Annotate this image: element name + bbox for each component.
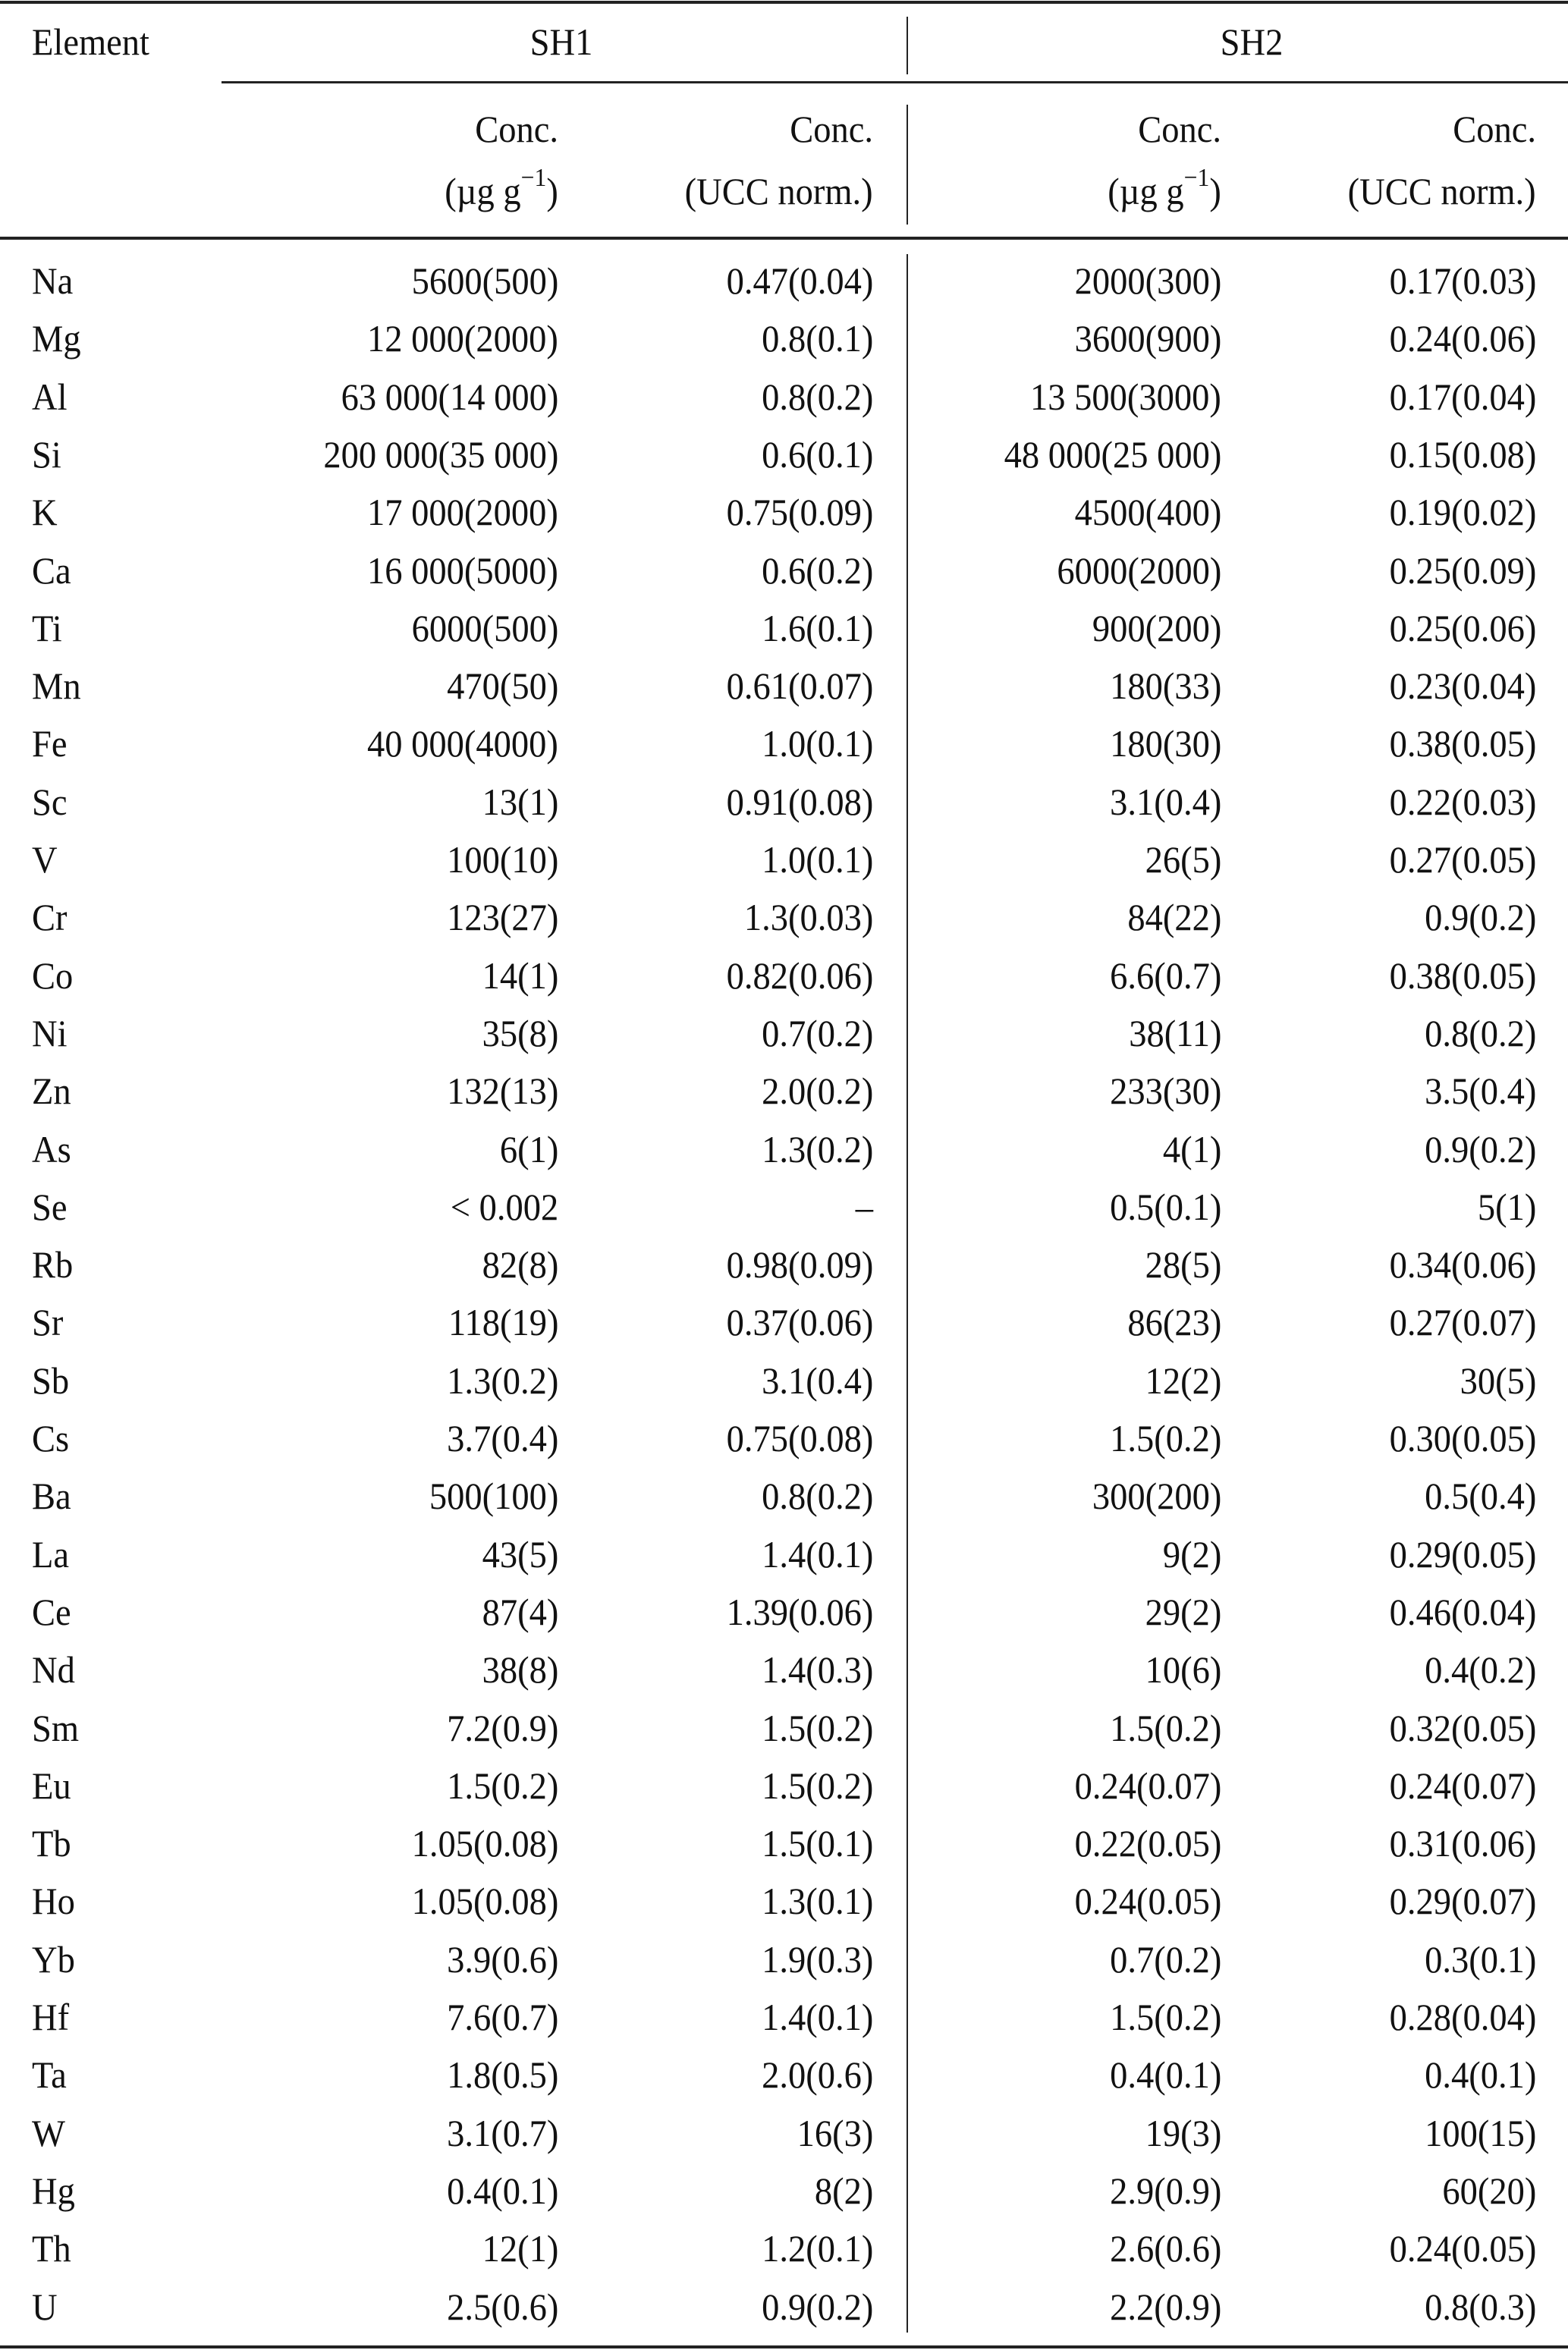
cell-element: Sc: [32, 780, 68, 823]
cell-element: Fe: [32, 722, 68, 765]
cell-sh2-ucc: 0.38(0.05): [1389, 722, 1536, 765]
cell-sh1-conc: 3.1(0.7): [446, 2111, 558, 2154]
cell-sh2-ucc: 0.46(0.04): [1389, 1590, 1536, 1633]
cell-sh1-conc: 0.4(0.1): [446, 2169, 558, 2212]
cell-sh2-conc: 4500(400): [1074, 491, 1221, 534]
cell-sh2-ucc: 0.8(0.3): [1424, 2285, 1536, 2328]
cell-sh2-conc: 0.24(0.07): [1074, 1764, 1221, 1807]
cell-sh2-ucc: 0.3(0.1): [1424, 1937, 1536, 1981]
cell-sh2-ucc: 100(15): [1424, 2111, 1536, 2154]
cell-sh2-conc: 6000(2000): [1057, 548, 1221, 592]
cell-sh1-ucc: 1.0(0.1): [761, 722, 873, 765]
cell-sh1-ucc: 1.3(0.1): [761, 1880, 873, 1923]
cell-element: Co: [32, 954, 74, 997]
cell-element: Hf: [32, 1996, 70, 2038]
cell-sh2-conc: 3.1(0.4): [1109, 780, 1221, 823]
cell-sh1-conc: 2.5(0.6): [446, 2285, 558, 2328]
cell-sh1-ucc: 1.5(0.2): [761, 1706, 873, 1749]
cell-sh2-ucc: 0.29(0.05): [1389, 1532, 1536, 1576]
cell-sh1-conc: 13(1): [482, 780, 558, 823]
cell-element: Nd: [32, 1648, 75, 1692]
cell-sh1-ucc: 0.6(0.2): [761, 548, 873, 592]
cell-sh1-conc: 12(1): [482, 2227, 558, 2270]
cell-element: Tb: [32, 1822, 71, 1865]
cell-sh1-conc: 7.6(0.7): [446, 1996, 558, 2038]
cell-sh2-conc: 13 500(3000): [1030, 375, 1221, 418]
cell-sh1-ucc: 1.4(0.1): [761, 1532, 873, 1576]
cell-sh1-ucc: 1.5(0.1): [761, 1822, 873, 1865]
cell-sh2-conc: 900(200): [1092, 606, 1221, 649]
cell-sh1-ucc: 0.8(0.1): [761, 317, 873, 360]
cell-sh1-conc: 100(10): [446, 838, 558, 881]
top-rule: [0, 1, 1568, 4]
cell-sh1-conc: 500(100): [429, 1475, 558, 1518]
cell-element: Al: [32, 375, 68, 418]
cell-element: W: [32, 2111, 65, 2154]
cell-sh2-ucc: 3.5(0.4): [1424, 1070, 1536, 1113]
header-element: Element: [32, 20, 149, 63]
cell-sh1-conc: 14(1): [482, 954, 558, 997]
cell-sh1-ucc: 0.47(0.04): [726, 259, 873, 302]
cell-sh2-conc: 0.7(0.2): [1109, 1937, 1221, 1981]
cell-sh2-ucc: 0.8(0.2): [1424, 1011, 1536, 1054]
cell-sh2-conc: 9(2): [1162, 1532, 1221, 1576]
cell-sh2-ucc: 30(5): [1460, 1359, 1536, 1402]
cell-sh1-ucc: 1.6(0.1): [761, 606, 873, 649]
cell-sh2-conc: 26(5): [1145, 838, 1221, 881]
cell-sh2-ucc: 0.27(0.05): [1389, 838, 1536, 881]
cell-sh1-conc: 123(27): [446, 896, 558, 939]
cell-sh2-ucc: 0.27(0.07): [1389, 1301, 1536, 1344]
group-rule: [222, 81, 1568, 83]
subheader-sh2-conc-line2: (µg $g^{-1}$): [1108, 164, 1221, 212]
subheader-sh2-conc-line1: Conc.: [1138, 108, 1221, 150]
cell-sh2-ucc: 0.32(0.05): [1389, 1706, 1536, 1749]
cell-element: Ta: [32, 2053, 67, 2097]
cell-sh2-ucc: 0.9(0.2): [1424, 1127, 1536, 1170]
subheader-sh1-ucc-line2: (UCC norm.): [685, 170, 873, 212]
cell-sh2-conc: 12(2): [1145, 1359, 1221, 1402]
cell-sh2-conc: 86(23): [1127, 1301, 1221, 1344]
cell-sh1-ucc: 0.7(0.2): [761, 1011, 873, 1054]
cell-element: Cs: [32, 1417, 70, 1459]
subheader-sh1-conc-line1: Conc.: [475, 108, 558, 150]
cell-sh1-ucc: 1.2(0.1): [761, 2227, 873, 2270]
cell-element: Th: [32, 2227, 71, 2270]
subheader-sh1-ucc-line1: Conc.: [790, 108, 873, 150]
cell-sh1-ucc: 1.3(0.03): [743, 896, 873, 939]
cell-sh1-ucc: 0.8(0.2): [761, 375, 873, 418]
cell-sh1-conc: 3.9(0.6): [446, 1937, 558, 1981]
cell-sh1-conc: 6000(500): [411, 606, 558, 649]
cell-sh1-ucc: 0.75(0.08): [726, 1417, 873, 1459]
cell-sh2-ucc: 5(1): [1477, 1185, 1536, 1228]
cell-sh2-conc: 2.6(0.6): [1109, 2227, 1221, 2270]
cell-element: Ho: [32, 1880, 75, 1923]
cell-element: Ce: [32, 1590, 71, 1633]
cell-sh2-ucc: 0.38(0.05): [1389, 954, 1536, 997]
cell-element: As: [32, 1127, 71, 1170]
cell-sh2-ucc: 0.24(0.07): [1389, 1764, 1536, 1807]
cell-element: Sb: [32, 1359, 70, 1402]
cell-sh2-ucc: 0.31(0.06): [1389, 1822, 1536, 1865]
cell-element: Ni: [32, 1011, 68, 1054]
cell-sh1-conc: 200 000(35 000): [323, 432, 558, 476]
cell-sh1-ucc: 1.0(0.1): [761, 838, 873, 881]
cell-sh1-conc: 1.3(0.2): [446, 1359, 558, 1402]
cell-sh2-ucc: 0.25(0.09): [1389, 548, 1536, 592]
cell-sh2-conc: 2.2(0.9): [1109, 2285, 1221, 2328]
cell-sh2-conc: 48 000(25 000): [1004, 432, 1221, 476]
cell-element: Ca: [32, 548, 71, 592]
cell-sh2-conc: 0.22(0.05): [1074, 1822, 1221, 1865]
cell-sh2-ucc: 0.28(0.04): [1389, 1996, 1536, 2038]
header-bottom-rule: [0, 237, 1568, 240]
header-divider: [907, 17, 908, 74]
cell-sh1-ucc: –: [855, 1185, 873, 1228]
cell-sh2-conc: 1.5(0.2): [1109, 1706, 1221, 1749]
cell-sh1-ucc: 0.98(0.09): [726, 1243, 873, 1287]
cell-sh1-conc: 3.7(0.4): [446, 1417, 558, 1459]
cell-sh1-ucc: 0.6(0.1): [761, 432, 873, 476]
cell-sh1-ucc: 1.4(0.1): [761, 1996, 873, 2038]
subheader-divider: [907, 105, 908, 225]
cell-sh1-ucc: 0.91(0.08): [726, 780, 873, 823]
cell-element: Mg: [32, 317, 81, 360]
cell-element: Cr: [32, 896, 68, 939]
cell-sh1-ucc: 2.0(0.2): [761, 1070, 873, 1113]
cell-sh2-conc: 4(1): [1162, 1127, 1221, 1170]
cell-sh2-ucc: 0.34(0.06): [1389, 1243, 1536, 1287]
cell-element: Rb: [32, 1243, 74, 1287]
cell-sh1-ucc: 1.3(0.2): [761, 1127, 873, 1170]
cell-sh1-conc: 16 000(5000): [367, 548, 558, 592]
cell-sh1-conc: 82(8): [482, 1243, 558, 1287]
cell-sh2-conc: 19(3): [1145, 2111, 1221, 2154]
cell-sh2-conc: 1.5(0.2): [1109, 1996, 1221, 2038]
cell-element: Hg: [32, 2169, 75, 2212]
cell-sh2-ucc: 0.17(0.04): [1389, 375, 1536, 418]
cell-sh1-ucc: 0.82(0.06): [726, 954, 873, 997]
cell-sh2-ucc: 0.17(0.03): [1389, 259, 1536, 302]
cell-sh1-ucc: 1.9(0.3): [761, 1937, 873, 1981]
cell-element: V: [32, 838, 58, 881]
cell-sh2-conc: 180(33): [1109, 664, 1221, 708]
cell-element: Ba: [32, 1475, 71, 1518]
subheader-sh1-conc-line2: (µg $g^{-1}$): [445, 164, 558, 212]
cell-element: Si: [32, 432, 61, 476]
cell-sh2-conc: 10(6): [1145, 1648, 1221, 1692]
cell-sh2-conc: 84(22): [1127, 896, 1221, 939]
cell-sh2-ucc: 0.4(0.1): [1424, 2053, 1536, 2097]
cell-sh2-conc: 0.4(0.1): [1109, 2053, 1221, 2097]
header-group-sh1: SH1: [529, 20, 593, 63]
cell-sh1-conc: 6(1): [499, 1127, 558, 1170]
cell-sh1-conc: < 0.002: [450, 1185, 558, 1228]
cell-sh2-conc: 180(30): [1109, 722, 1221, 765]
cell-sh1-conc: 17 000(2000): [367, 491, 558, 534]
body-divider: [907, 254, 908, 2333]
cell-sh1-conc: 1.8(0.5): [446, 2053, 558, 2097]
cell-sh2-ucc: 0.30(0.05): [1389, 1417, 1536, 1459]
header-group-sh2: SH2: [1220, 20, 1284, 63]
cell-sh1-ucc: 0.37(0.06): [726, 1301, 873, 1344]
cell-sh1-conc: 1.05(0.08): [411, 1822, 558, 1865]
cell-element: La: [32, 1532, 70, 1576]
cell-sh2-conc: 6.6(0.7): [1109, 954, 1221, 997]
cell-sh2-conc: 2000(300): [1074, 259, 1221, 302]
cell-element: Sm: [32, 1706, 80, 1749]
cell-sh1-conc: 7.2(0.9): [446, 1706, 558, 1749]
cell-sh1-conc: 43(5): [482, 1532, 558, 1576]
cell-sh2-ucc: 60(20): [1442, 2169, 1536, 2212]
cell-sh1-ucc: 0.75(0.09): [726, 491, 873, 534]
cell-sh1-conc: 470(50): [446, 664, 558, 708]
cell-sh1-ucc: 0.8(0.2): [761, 1475, 873, 1518]
cell-sh2-conc: 233(30): [1109, 1070, 1221, 1113]
cell-element: Mn: [32, 664, 81, 708]
cell-element: K: [32, 491, 58, 534]
cell-element: Zn: [32, 1070, 71, 1113]
cell-sh1-conc: 132(13): [446, 1070, 558, 1113]
cell-sh2-ucc: 0.5(0.4): [1424, 1475, 1536, 1518]
subheader-sh2-ucc-line2: (UCC norm.): [1348, 170, 1536, 212]
cell-sh2-ucc: 0.29(0.07): [1389, 1880, 1536, 1923]
cell-sh1-ucc: 1.4(0.3): [761, 1648, 873, 1692]
cell-element: Yb: [32, 1937, 75, 1981]
cell-sh2-ucc: 0.15(0.08): [1389, 432, 1536, 476]
cell-sh1-conc: 5600(500): [411, 259, 558, 302]
subheader-sh2-ucc-line1: Conc.: [1453, 108, 1536, 150]
cell-sh1-conc: 118(19): [448, 1301, 558, 1344]
cell-sh2-ucc: 0.25(0.06): [1389, 606, 1536, 649]
cell-sh2-ucc: 0.22(0.03): [1389, 780, 1536, 823]
cell-sh2-ucc: 0.19(0.02): [1389, 491, 1536, 534]
cell-sh1-ucc: 8(2): [814, 2169, 873, 2212]
cell-sh2-conc: 28(5): [1145, 1243, 1221, 1287]
cell-sh1-conc: 12 000(2000): [367, 317, 558, 360]
cell-sh1-conc: 1.5(0.2): [446, 1764, 558, 1807]
cell-sh2-ucc: 0.4(0.2): [1424, 1648, 1536, 1692]
cell-sh1-conc: 1.05(0.08): [411, 1880, 558, 1923]
cell-sh1-ucc: 1.5(0.2): [761, 1764, 873, 1807]
cell-sh2-conc: 3600(900): [1074, 317, 1221, 360]
bottom-rule: [0, 2345, 1568, 2348]
cell-element: Eu: [32, 1764, 71, 1807]
cell-sh2-ucc: 0.24(0.06): [1389, 317, 1536, 360]
cell-sh2-conc: 38(11): [1128, 1011, 1221, 1054]
cell-sh2-conc: 1.5(0.2): [1109, 1417, 1221, 1459]
cell-element: Se: [32, 1185, 68, 1228]
cell-sh2-conc: 0.5(0.1): [1109, 1185, 1221, 1228]
cell-sh2-ucc: 0.24(0.05): [1389, 2227, 1536, 2270]
cell-element: Na: [32, 259, 74, 302]
cell-sh1-ucc: 16(3): [797, 2111, 873, 2154]
cell-sh1-conc: 35(8): [482, 1011, 558, 1054]
cell-sh1-ucc: 3.1(0.4): [761, 1359, 873, 1402]
cell-element: Sr: [32, 1301, 64, 1344]
cell-sh2-conc: 0.24(0.05): [1074, 1880, 1221, 1923]
cell-sh2-conc: 2.9(0.9): [1109, 2169, 1221, 2212]
cell-element: Ti: [32, 606, 62, 649]
cell-sh1-conc: 40 000(4000): [367, 722, 558, 765]
cell-sh1-ucc: 0.61(0.07): [726, 664, 873, 708]
cell-sh1-ucc: 0.9(0.2): [761, 2285, 873, 2328]
cell-sh1-ucc: 1.39(0.06): [726, 1590, 873, 1633]
cell-sh2-conc: 29(2): [1145, 1590, 1221, 1633]
cell-sh1-ucc: 2.0(0.6): [761, 2053, 873, 2097]
cell-sh1-conc: 38(8): [482, 1648, 558, 1692]
cell-sh2-conc: 300(200): [1092, 1475, 1221, 1518]
cell-sh2-ucc: 0.9(0.2): [1424, 896, 1536, 939]
cell-sh1-conc: 87(4): [482, 1590, 558, 1633]
cell-sh1-conc: 63 000(14 000): [341, 375, 558, 418]
cell-sh2-ucc: 0.23(0.04): [1389, 664, 1536, 708]
cell-element: U: [32, 2285, 58, 2328]
